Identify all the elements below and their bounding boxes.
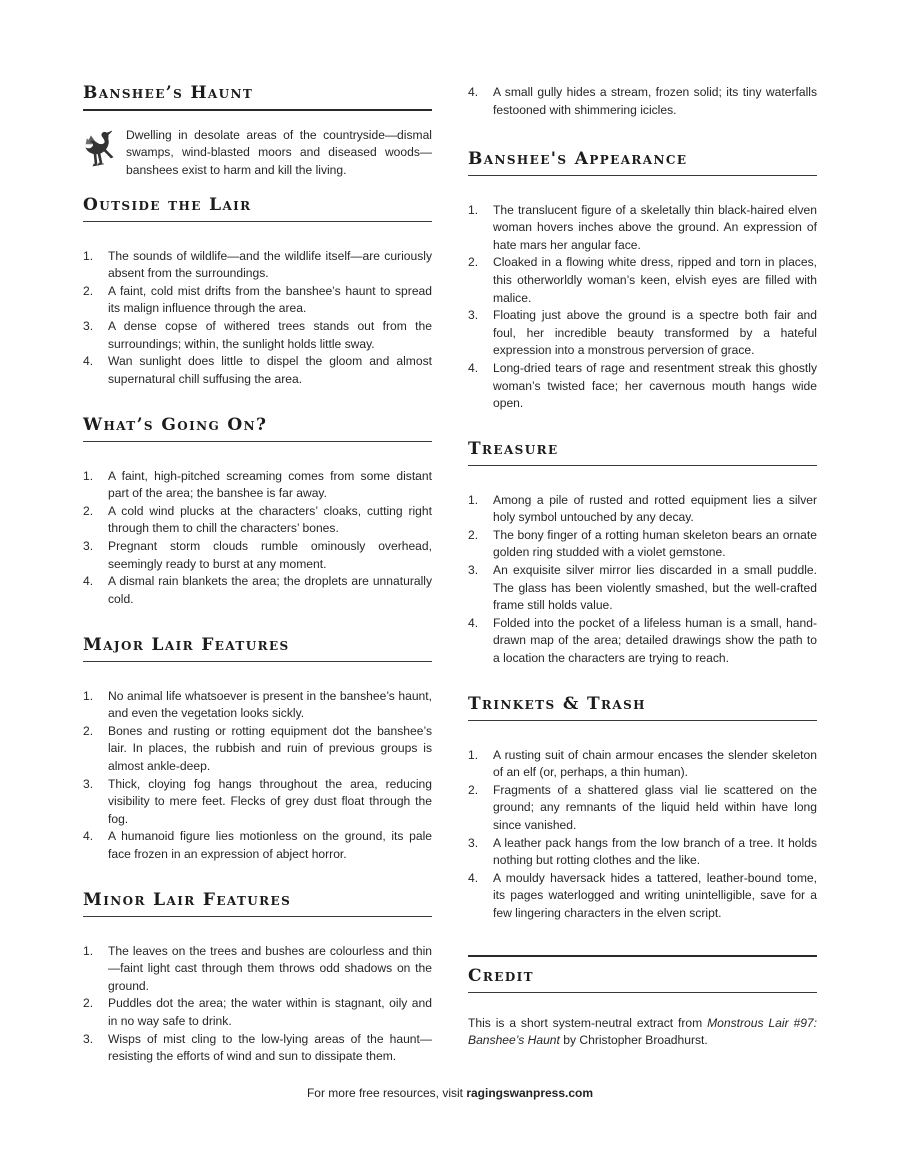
heading-trinkets-and-trash: Trinkets & Trash: [468, 695, 817, 721]
section-banshees-appearance: [468, 150, 817, 413]
list-item: 2. Fragments of a shattered glass vial lie scattered on the ground; any remnants of the liquid held within have long since vanished.: [468, 782, 817, 833]
section-minor-lair-features: [83, 891, 432, 1066]
section-minor-lair-features-continued: [468, 84, 817, 119]
list-item: 3. Floating just above the ground is a spectre both fair and foul, her incredible beauty transformed by a hateful expression into a monstrous perversion of grace.: [468, 308, 817, 358]
list-minor-lair-features: [83, 943, 432, 1066]
list-item: 3. A leather pack hangs from the low branch of a tree. It holds nothing but rotting clothes and the like.: [468, 835, 817, 868]
list-whats-going-on: [83, 468, 432, 609]
heading-treasure: Treasure: [468, 440, 817, 466]
list-item: 2. Cloaked in a flowing white dress, ripped and torn in places, this otherworldly woman’s keen, elvish eyes are filled with malice.: [468, 255, 817, 305]
section-major-lair-features: [83, 636, 432, 864]
section-credit: [468, 955, 817, 1050]
list-item: 4. Folded into the pocket of a lifeless human is a small, hand-drawn map of the area; detailed drawings show the path to a location the characters are trying to reach.: [468, 615, 817, 666]
list-item: 1. The leaves on the trees and bushes are colourless and thin—faint light cast through them throws odd shadows on the ground.: [83, 943, 432, 993]
heading-credit: Credit: [468, 955, 817, 993]
list-item: 1. Among a pile of rusted and rotted equipment lies a silver holy symbol untouched by any decay.: [468, 492, 817, 525]
list-item: 2. A faint, cold mist drifts from the banshee’s haunt to spread its malign influence through the area.: [83, 283, 432, 316]
heading-whats-going-on: What’s Going On?: [83, 416, 432, 442]
intro-text: Dwelling in desolate areas of the countryside—dismal swamps, wind-blasted moors and diseased woods—banshees exist to harm and kill the living.: [126, 127, 432, 177]
list-banshees-appearance: [468, 202, 817, 413]
list-item: 2. Bones and rusting or rotting equipment dot the banshee’s lair. In places, the rubbish and ruin of previous groups is almost ankle-deep.: [83, 723, 432, 774]
footer-link[interactable]: ragingswanpress.com: [466, 1086, 594, 1100]
list-item: 4. A dismal rain blankets the area; the droplets are unnaturally cold.: [83, 574, 432, 606]
list-item: 3. Wisps of mist cling to the low-lying areas of the haunt—resisting the efforts of wind and sun to dissipate them.: [83, 1031, 432, 1064]
list-item: 1. A rusting suit of chain armour encases the slender skeleton of an elf (or, perhaps, a thin human).: [468, 747, 817, 780]
page-footer: For more free resources, visit ragingswanpress.com: [306, 1086, 594, 1100]
heading-minor-lair-features: Minor Lair Features: [83, 891, 432, 917]
list-outside-the-lair: [83, 248, 432, 389]
list-item: 4. A small gully hides a stream, frozen solid; its tiny waterfalls festooned with shimmering icicles.: [468, 85, 817, 117]
list-item: 3. A dense copse of withered trees stands out from the surroundings; within, the sunlight holds little sway.: [83, 319, 432, 351]
list-item: 1. The translucent figure of a skeletally thin black-haired elven woman hovers inches above the ground. An expression of hate mars her angular face.: [468, 202, 817, 252]
list-item: 4. Long-dried tears of rage and resentment streak this ghostly woman’s twisted face; her cavernous mouth hangs wide open.: [468, 361, 817, 411]
list-item: 3. Thick, cloying fog hangs throughout the area, reducing visibility to mere feet. Flecks of grey dust float through the fog.: [83, 776, 432, 826]
section-trinkets-and-trash: [468, 695, 817, 923]
section-treasure: [468, 440, 817, 668]
heading-major-lair-features: Major Lair Features: [83, 636, 432, 662]
list-item: 1. The sounds of wildlife—and the wildlife itself—are curiously absent from the surroundings.: [83, 248, 432, 281]
list-item: 2. Puddles dot the area; the water within is stagnant, oily and in no way safe to drink.: [83, 996, 432, 1029]
list-item: 1. No animal life whatsoever is present in the banshee’s haunt, and even the vegetation looks sickly.: [83, 688, 432, 721]
list-item: 3. Pregnant storm clouds rumble ominously overhead, seemingly ready to burst at any moment.: [83, 539, 432, 571]
intro-block: [83, 127, 432, 180]
list-trinkets-and-trash: [468, 747, 817, 923]
heading-outside-the-lair: Outside the Lair: [83, 196, 432, 222]
list-major-lair-features: [83, 688, 432, 864]
section-banshees-haunt: [83, 84, 432, 179]
credit-book-title: Monstrous Lair #97: Banshee’s Haunt: [468, 1015, 818, 1048]
list-treasure: [468, 492, 817, 668]
credit-text: This is a short system-neutral extract from Monstrous Lair #97: Banshee’s Haunt by Christopher Broadhurst.: [468, 1015, 818, 1048]
banshee-bird-icon: [83, 127, 119, 173]
list-item: 2. The bony finger of a rotting human skeleton bears an ornate golden ring studded with a violet gemstone.: [468, 527, 817, 560]
section-outside-the-lair: [83, 196, 432, 388]
list-item: 4. Wan sunlight does little to dispel the gloom and almost supernatural chill suffusing the area.: [83, 354, 432, 386]
list-item: 1. A faint, high-pitched screaming comes from some distant part of the area; the banshee is far away.: [83, 468, 432, 501]
list-item: 2. A cold wind plucks at the characters’ cloaks, cutting right through them to chill the characters’ bones.: [83, 503, 432, 536]
heading-banshees-appearance: Banshee's Appearance: [468, 150, 817, 176]
list-item: 4. A humanoid figure lies motionless on the ground, its pale face frozen in an expression of abject horror.: [83, 829, 432, 862]
section-whats-going-on: [83, 416, 432, 608]
list-item: 3. An exquisite silver mirror lies discarded in a small puddle. The glass has been violently smashed, but the well-crafted frame still holds value.: [468, 563, 817, 613]
page-title: Banshee’s Haunt: [83, 84, 432, 111]
list-minor-lair-features-continued: [468, 84, 817, 119]
list-item: 4. A mouldy haversack hides a tattered, leather-bound tome, its pages waterlogged and writing unintelligible, save for a few lingering characters in the elven script.: [468, 870, 817, 921]
